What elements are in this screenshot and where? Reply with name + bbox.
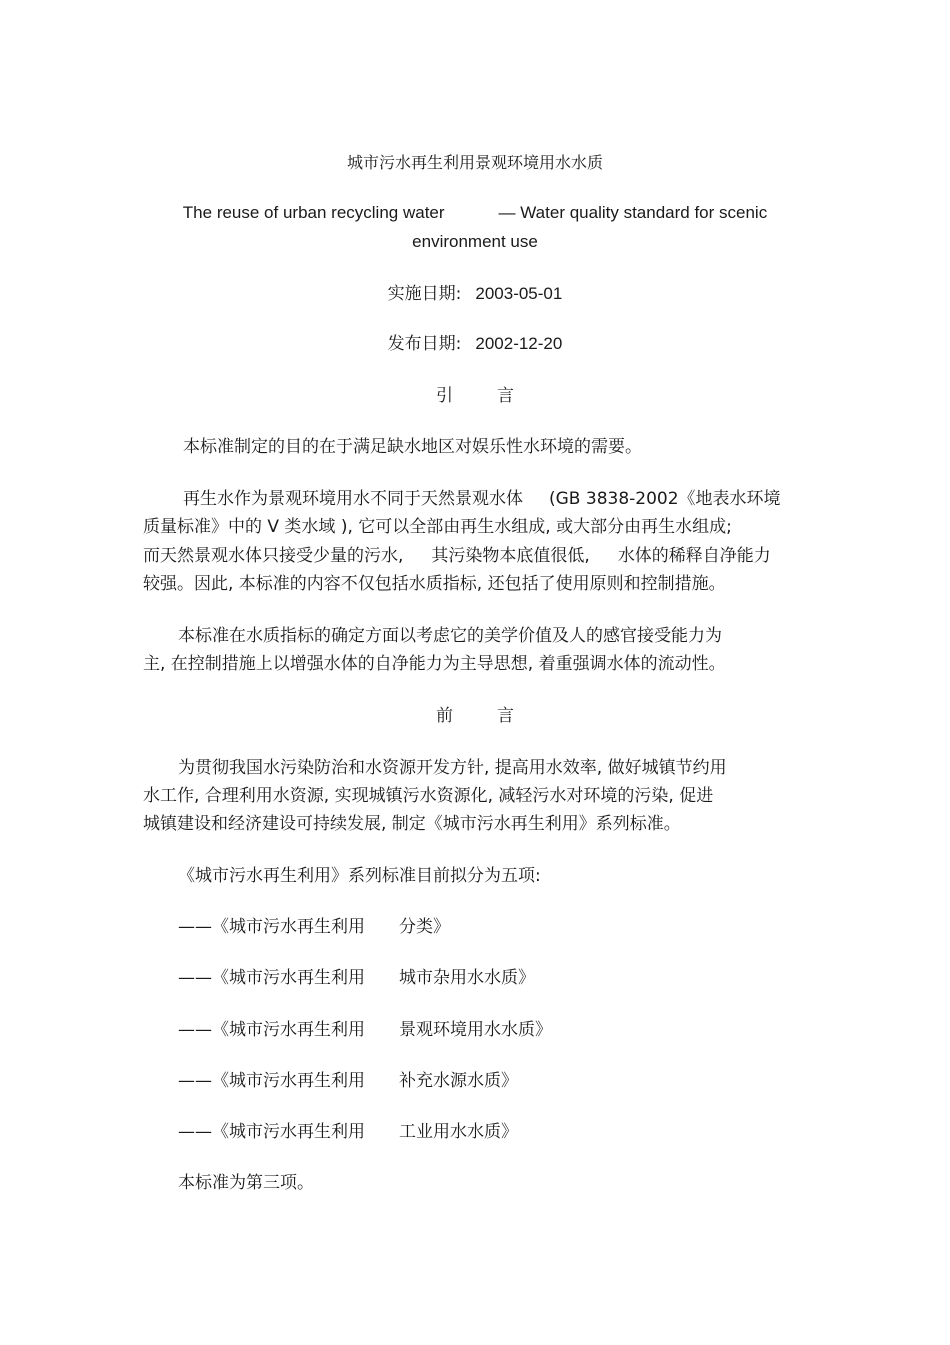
introduction-p2-line3-b: 其污染物本底值很低, [431,546,590,566]
english-title-line-1 [0,202,950,224]
foreword-heading [0,705,950,727]
publish-date-value: 2002-12-20 [475,334,563,353]
foreword-paragraph-1-line-3: 城镇建设和经济建设可持续发展, 制定《城市污水再生利用》系列标准。 [143,814,681,834]
publish-date-label: 发布日期: [387,334,462,354]
series-item-prefix: ——《城市污水再生利用 [178,1020,365,1040]
series-item [178,967,535,989]
foreword-paragraph-1-line-1: 为贯彻我国水污染防治和水资源开发方针, 提高用水效率, 做好城镇节约用 [178,758,727,778]
implementation-date [0,283,950,305]
publish-date [0,333,950,355]
introduction-heading-char-1: 引 [436,386,453,406]
introduction-p2-line3-c: 水体的稀释自净能力 [617,546,771,566]
foreword-heading-char-1: 前 [436,706,453,726]
introduction-paragraph-3-line-2: 主, 在控制措施上以增强水体的自净能力为主导思想, 着重强调水体的流动性。 [143,654,726,674]
foreword-paragraph-1-line-2: 水工作, 合理利用水资源, 实现城镇污水资源化, 减轻污水对环境的污染, 促进 [143,786,714,806]
series-item-name: 补充水源水质》 [399,1071,518,1091]
series-item [178,1019,552,1041]
series-item-name: 景观环境用水水质》 [399,1020,552,1040]
introduction-p2-line1-b: (GB 3838-2002《地表水环境 [549,489,781,509]
implementation-date-label: 实施日期: [387,284,462,304]
introduction-heading-char-2: 言 [497,386,514,406]
foreword-heading-char-2: 言 [497,706,514,726]
introduction-paragraph-2-line-3 [143,545,771,567]
series-item [178,916,450,938]
series-item-prefix: ——《城市污水再生利用 [178,1071,365,1091]
series-item-prefix: ——《城市污水再生利用 [178,917,365,937]
series-item [178,1070,518,1092]
introduction-p2-line3-a: 而天然景观水体只接受少量的污水, [143,546,404,566]
series-item-prefix: ——《城市污水再生利用 [178,968,365,988]
series-item [178,1121,518,1143]
english-title-part-1: The reuse of urban recycling water [182,203,445,222]
introduction-paragraph-3-line-1: 本标准在水质指标的确定方面以考虑它的美学价值及人的感官接受能力为 [178,626,722,646]
introduction-p2-line1-a: 再生水作为景观环境用水不同于天然景观水体 [183,489,523,509]
series-item-name: 分类》 [399,917,450,937]
series-item-name: 城市杂用水水质》 [399,968,535,988]
english-title-part-2: — Water quality standard for scenic [498,203,768,222]
introduction-paragraph-2-line-2: 质量标准》中的 V 类水域 ), 它可以全部由再生水组成, 或大部分由再生水组成; [143,517,732,537]
series-item-prefix: ——《城市污水再生利用 [178,1122,365,1142]
foreword-paragraph-2: 《城市污水再生利用》系列标准目前拟分为五项: [178,866,541,886]
introduction-paragraph-2-line-4: 较强。因此, 本标准的内容不仅包括水质指标, 还包括了使用原则和控制措施。 [143,574,726,594]
foreword-closing: 本标准为第三项。 [178,1173,314,1193]
implementation-date-value: 2003-05-01 [475,284,563,303]
series-item-name: 工业用水水质》 [399,1122,518,1142]
document-title: 城市污水再生利用景观环境用水水质 [346,153,603,172]
introduction-paragraph-2-line-1 [183,488,781,510]
introduction-paragraph-1: 本标准制定的目的在于满足缺水地区对娱乐性水环境的需要。 [183,437,642,457]
english-title-line-2: environment use [412,232,538,251]
introduction-heading [0,385,950,407]
